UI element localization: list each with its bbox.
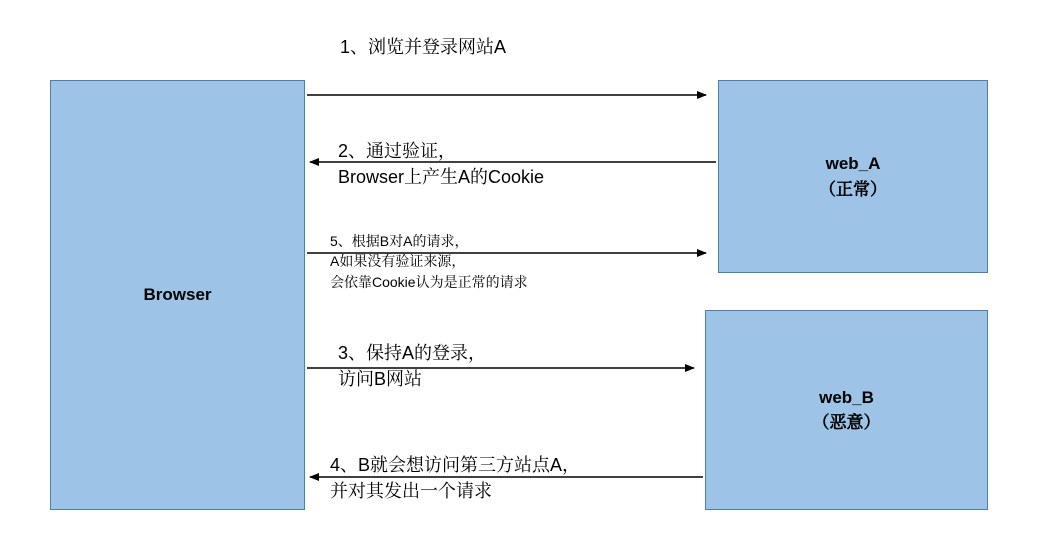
node-web-b[interactable] <box>705 310 988 510</box>
node-browser-label: Browser <box>143 285 212 305</box>
flow-label-step5-line3: 会依靠Cookie认为是正常的请求 <box>330 273 528 290</box>
flow-label-step1 <box>340 34 506 60</box>
flow-label-step4-line1: 4、B就会想访问第三方站点A， <box>330 455 581 475</box>
flow-label-step2-line1: 2、通过验证， <box>338 141 457 161</box>
flow-label-step5-line1: 5、根据B对A的请求， <box>330 233 469 249</box>
node-web-a-title: web_A <box>825 154 881 173</box>
flow-label-step3-line2: 访问B网站 <box>338 369 423 390</box>
node-browser[interactable] <box>50 80 305 510</box>
node-web-a[interactable] <box>718 80 988 273</box>
flow-label-step4-line2: 并对其发出一个请求 <box>330 481 492 502</box>
flow-label-step2 <box>338 138 544 190</box>
flow-label-step5 <box>330 231 528 292</box>
flow-label-step5-line2: A如果没有验证来源， <box>330 253 466 270</box>
flow-label-step3-line1: 3、保持A的登录， <box>338 343 487 363</box>
node-web-b-title: web_B <box>819 387 874 407</box>
flow-label-step3 <box>338 340 486 392</box>
flow-label-step4 <box>330 452 580 504</box>
flow-label-step1-line1: 1、浏览并登录网站A <box>340 37 507 57</box>
flow-label-step2-line2: Browser上产生A的Cookie <box>338 167 545 188</box>
node-web-a-subtitle: （正常） <box>819 179 887 199</box>
node-web-b-subtitle: （恶意） <box>812 413 881 432</box>
